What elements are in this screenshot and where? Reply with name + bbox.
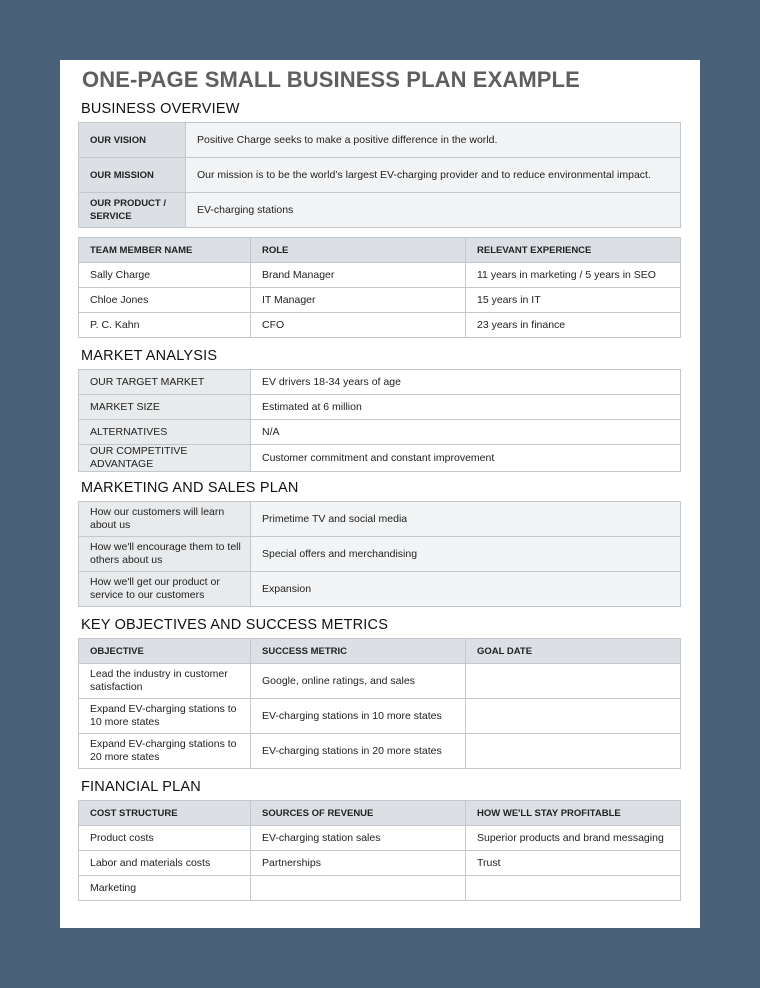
team-member-experience: 15 years in IT	[466, 288, 681, 313]
marketing-answer: Special offers and merchandising	[251, 537, 681, 572]
revenue-source: EV-charging station sales	[251, 826, 466, 851]
market-value: EV drivers 18-34 years of age	[251, 370, 681, 395]
objectives-table	[78, 638, 681, 769]
column-header: OBJECTIVE	[79, 639, 251, 664]
table-row	[79, 370, 681, 395]
team-member-experience: 23 years in finance	[466, 313, 681, 338]
marketing-sales-table	[78, 501, 681, 607]
cost-structure: Product costs	[79, 826, 251, 851]
revenue-source	[251, 876, 466, 901]
table-row	[79, 263, 681, 288]
market-value: Customer commitment and constant improvement	[251, 445, 681, 472]
overview-label: OUR VISION	[79, 123, 186, 158]
table-row	[79, 851, 681, 876]
column-header: COST STRUCTURE	[79, 801, 251, 826]
overview-label: OUR MISSION	[79, 158, 186, 193]
table-row	[79, 699, 681, 734]
revenue-source: Partnerships	[251, 851, 466, 876]
marketing-answer: Expansion	[251, 572, 681, 607]
table-row	[79, 826, 681, 851]
column-header: ROLE	[251, 238, 466, 263]
table-row	[79, 445, 681, 472]
objective: Expand EV-charging stations to 10 more states	[79, 699, 251, 734]
team-member-experience: 11 years in marketing / 5 years in SEO	[466, 263, 681, 288]
table-row	[79, 876, 681, 901]
market-analysis-table	[78, 369, 681, 472]
objective: Expand EV-charging stations to 20 more states	[79, 734, 251, 769]
team-table	[78, 237, 681, 338]
overview-value: Positive Charge seeks to make a positive difference in the world.	[186, 123, 681, 158]
table-row	[79, 193, 681, 228]
section-title-objectives: KEY OBJECTIVES AND SUCCESS METRICS	[81, 617, 389, 633]
column-header: TEAM MEMBER NAME	[79, 238, 251, 263]
table-row	[79, 734, 681, 769]
market-value: N/A	[251, 420, 681, 445]
success-metric: Google, online ratings, and sales	[251, 664, 466, 699]
team-member-role: IT Manager	[251, 288, 466, 313]
table-row	[79, 123, 681, 158]
column-header: SOURCES OF REVENUE	[251, 801, 466, 826]
section-title-market-analysis: MARKET ANALYSIS	[81, 348, 218, 364]
goal-date	[466, 664, 681, 699]
cost-structure: Marketing	[79, 876, 251, 901]
cost-structure: Labor and materials costs	[79, 851, 251, 876]
table-row	[79, 395, 681, 420]
section-title-financial: FINANCIAL PLAN	[81, 779, 201, 795]
profitability	[466, 876, 681, 901]
market-label: OUR TARGET MARKET	[79, 370, 251, 395]
column-header: HOW WE'LL STAY PROFITABLE	[466, 801, 681, 826]
team-member-role: Brand Manager	[251, 263, 466, 288]
table-header-row	[79, 238, 681, 263]
table-row	[79, 288, 681, 313]
marketing-question: How we'll encourage them to tell others about us	[79, 537, 251, 572]
profitability: Superior products and brand messaging	[466, 826, 681, 851]
plan-page	[60, 60, 700, 928]
success-metric: EV-charging stations in 10 more states	[251, 699, 466, 734]
team-member-role: CFO	[251, 313, 466, 338]
table-row	[79, 537, 681, 572]
business-overview-table	[78, 122, 681, 228]
overview-value: Our mission is to be the world’s largest EV-charging provider and to reduce environmental impact.	[186, 158, 681, 193]
overview-label: OUR PRODUCT / SERVICE	[79, 193, 186, 228]
table-row	[79, 502, 681, 537]
column-header: RELEVANT EXPERIENCE	[466, 238, 681, 263]
table-header-row	[79, 801, 681, 826]
section-title-business-overview: BUSINESS OVERVIEW	[81, 101, 240, 117]
goal-date	[466, 734, 681, 769]
section-title-marketing-sales: MARKETING AND SALES PLAN	[81, 480, 299, 496]
market-label: MARKET SIZE	[79, 395, 251, 420]
marketing-question: How we'll get our product or service to our customers	[79, 572, 251, 607]
team-member-name: Sally Charge	[79, 263, 251, 288]
page-title: ONE-PAGE SMALL BUSINESS PLAN EXAMPLE	[82, 67, 580, 92]
table-row	[79, 313, 681, 338]
team-member-name: Chloe Jones	[79, 288, 251, 313]
financial-table	[78, 800, 681, 901]
market-value: Estimated at 6 million	[251, 395, 681, 420]
market-label: OUR COMPETITIVE ADVANTAGE	[79, 445, 251, 472]
profitability: Trust	[466, 851, 681, 876]
market-label: ALTERNATIVES	[79, 420, 251, 445]
objective: Lead the industry in customer satisfaction	[79, 664, 251, 699]
table-row	[79, 664, 681, 699]
column-header: GOAL DATE	[466, 639, 681, 664]
table-row	[79, 572, 681, 607]
table-header-row	[79, 639, 681, 664]
team-member-name: P. C. Kahn	[79, 313, 251, 338]
success-metric: EV-charging stations in 20 more states	[251, 734, 466, 769]
goal-date	[466, 699, 681, 734]
table-row	[79, 158, 681, 193]
marketing-question: How our customers will learn about us	[79, 502, 251, 537]
column-header: SUCCESS METRIC	[251, 639, 466, 664]
overview-value: EV-charging stations	[186, 193, 681, 228]
marketing-answer: Primetime TV and social media	[251, 502, 681, 537]
table-row	[79, 420, 681, 445]
